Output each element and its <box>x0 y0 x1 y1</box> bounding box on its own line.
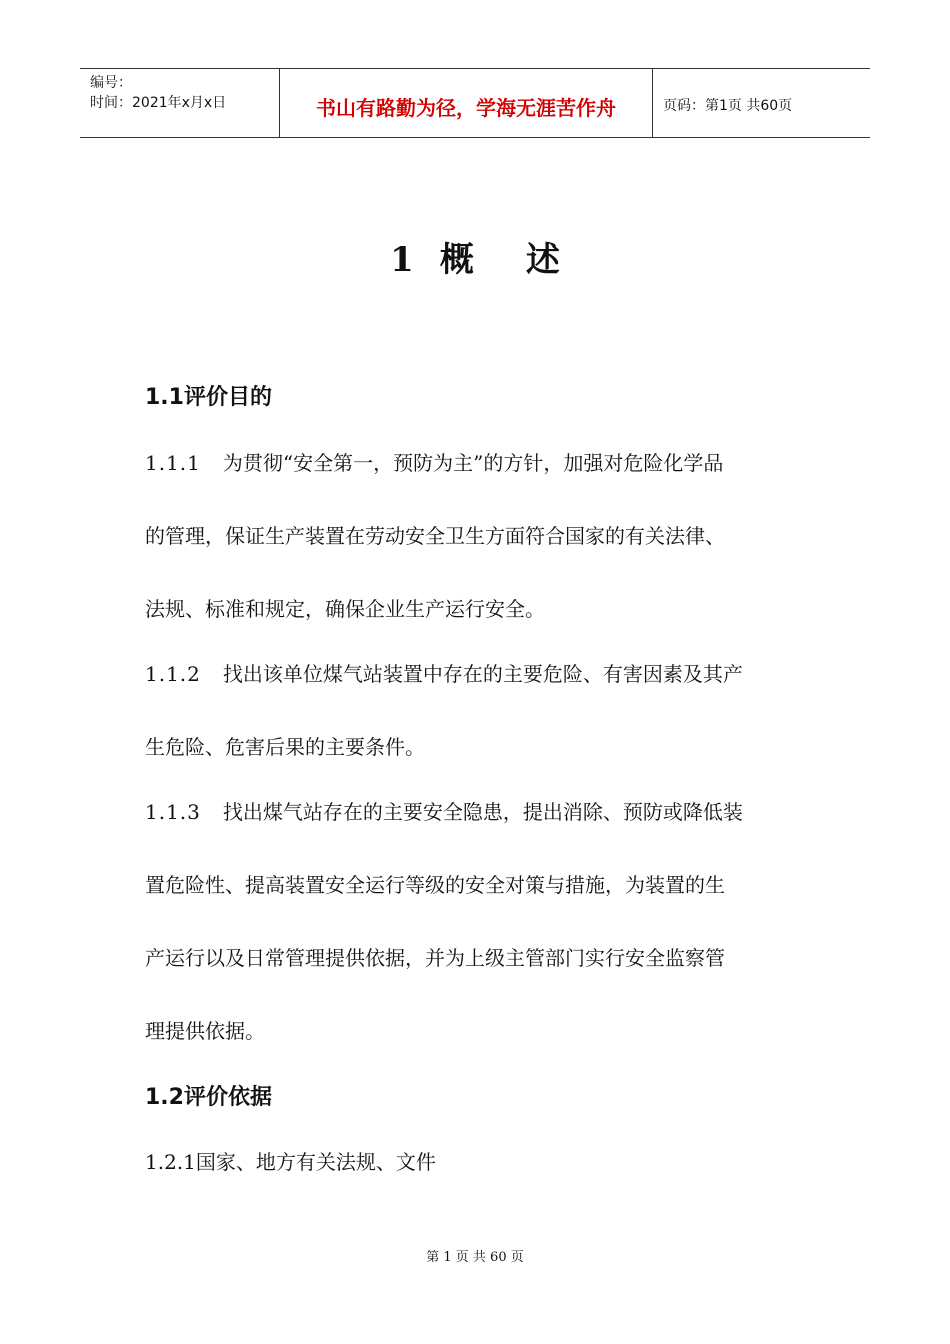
chapter-number: 1 <box>390 240 414 280</box>
paragraph-1-1-3-line-1 <box>145 796 743 825</box>
chapter-title <box>0 232 950 281</box>
paragraph-text: 找出该单位煤气站装置中存在的主要危险、有害因素及其产 <box>222 662 743 686</box>
paragraph-1-1-2-line-1 <box>145 658 743 687</box>
paragraph-1-1-3-line-3: 产运行以及日常管理提供依据，并为上级主管部门实行安全监察管 <box>145 946 725 970</box>
document-date: 时间：2021年x月x日 <box>90 95 227 111</box>
paragraph-text: 为贯彻“安全第一，预防为主”的方针，加强对危险化学品 <box>222 451 724 475</box>
paragraph-1-1-3-line-2: 置危险性、提高装置安全运行等级的安全对策与措施，为装置的生 <box>145 873 725 897</box>
chapter-title-char-2: 述 <box>525 240 560 280</box>
header-meta <box>80 69 280 137</box>
paragraph-number: 1.1.3 <box>145 800 201 824</box>
paragraph-1-1-1-line-3: 法规、标准和规定，确保企业生产运行安全。 <box>145 597 545 621</box>
document-number-label: 编号： <box>90 75 132 91</box>
paragraph-1-1-1-line-1 <box>145 447 723 476</box>
section-heading-1-1: 1.1评价目的 <box>145 385 272 410</box>
header-page-info: 页码：第1页 共60页 <box>663 98 793 114</box>
document-header <box>80 68 870 138</box>
paragraph-1-1-2-line-2: 生危险、危害后果的主要条件。 <box>145 735 425 759</box>
subsection-1-2-1: 1.2.1国家、地方有关法规、文件 <box>145 1150 436 1174</box>
paragraph-1-1-3-line-4: 理提供依据。 <box>145 1019 265 1043</box>
paragraph-number: 1.1.2 <box>145 662 201 686</box>
page-footer: 第 1 页 共 60 页 <box>426 1250 524 1265</box>
section-heading-1-2: 1.2评价依据 <box>145 1085 272 1110</box>
paragraph-number: 1.1.1 <box>145 451 201 475</box>
chapter-title-char-1: 概 <box>439 240 474 280</box>
paragraph-1-1-1-line-2: 的管理，保证生产装置在劳动安全卫生方面符合国家的有关法律、 <box>145 524 725 548</box>
header-motto: 书山有路勤为径，学海无涯苦作舟 <box>280 69 653 137</box>
paragraph-text: 找出煤气站存在的主要安全隐患，提出消除、预防或降低装 <box>222 800 743 824</box>
